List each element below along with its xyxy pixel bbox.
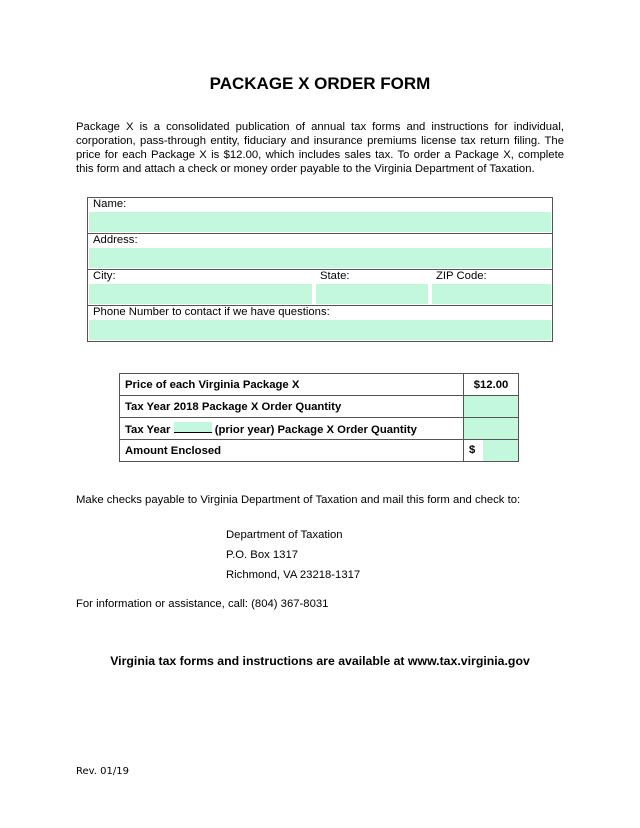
name-row	[88, 198, 552, 234]
amount-cell	[464, 440, 519, 462]
city-field[interactable]	[89, 284, 312, 304]
address-line-2: P.O. Box 1317	[226, 549, 299, 561]
city-label: City:	[93, 270, 116, 282]
name-field[interactable]	[89, 212, 551, 232]
quantity-field[interactable]	[464, 396, 519, 418]
name-label: Name:	[93, 198, 127, 210]
footer-note: Virginia tax forms and instructions are available at www.tax.virginia.gov	[110, 654, 530, 668]
intro-paragraph: Package X is a consolidated publication of annual tax forms and instructions for individual, corporation, pass-through entity, fiduciary and insurance premiums license tax return filing. The price for each Package X is $12.00, which includes sales tax. To order a Package X, complete this form and attach a check or money order payable to the Virginia Department of Taxation.	[76, 121, 564, 175]
zip-field[interactable]	[432, 284, 551, 304]
city-cell	[88, 270, 315, 305]
address-field[interactable]	[89, 248, 551, 268]
prior-year-row	[120, 418, 519, 440]
amount-label: Amount Enclosed	[120, 440, 464, 462]
price-row	[120, 374, 519, 396]
page-title: PACKAGE X ORDER FORM	[209, 74, 431, 93]
revision-label: Rev. 01/19	[76, 766, 129, 777]
amount-row	[120, 440, 519, 462]
prior-year-label-cell	[120, 418, 464, 440]
price-value: $12.00	[464, 374, 519, 396]
prior-year-quantity-field[interactable]	[464, 418, 519, 440]
state-label: State:	[320, 270, 350, 282]
city-state-zip-row	[88, 270, 552, 306]
address-row	[88, 234, 552, 270]
info-line: For information or assistance, call: (804) 367-8031	[76, 598, 329, 610]
prior-year-input[interactable]	[174, 422, 212, 433]
address-label: Address:	[93, 234, 138, 246]
zip-label: ZIP Code:	[436, 270, 487, 282]
mailing-address	[226, 525, 360, 585]
phone-row	[88, 306, 552, 342]
address-line-3: Richmond, VA 23218-1317	[226, 569, 361, 581]
dollar-sign: $	[464, 440, 483, 461]
prior-year-suffix: (prior year) Package X Order Quantity	[214, 423, 417, 436]
price-label: Price of each Virginia Package X	[120, 374, 464, 396]
contact-form	[87, 197, 553, 342]
quantity-label: Tax Year 2018 Package X Order Quantity	[120, 396, 464, 418]
mail-instructions: Make checks payable to Virginia Department of Taxation and mail this form and check to:	[76, 494, 521, 506]
amount-field[interactable]	[483, 440, 518, 461]
phone-field[interactable]	[89, 320, 551, 340]
state-field[interactable]	[316, 284, 428, 304]
phone-label: Phone Number to contact if we have questions:	[93, 306, 330, 318]
order-table	[119, 373, 519, 462]
quantity-row	[120, 396, 519, 418]
state-cell	[315, 270, 431, 305]
address-line-1: Department of Taxation	[226, 529, 343, 541]
zip-cell	[431, 270, 552, 305]
prior-year-prefix: Tax Year	[125, 423, 171, 436]
